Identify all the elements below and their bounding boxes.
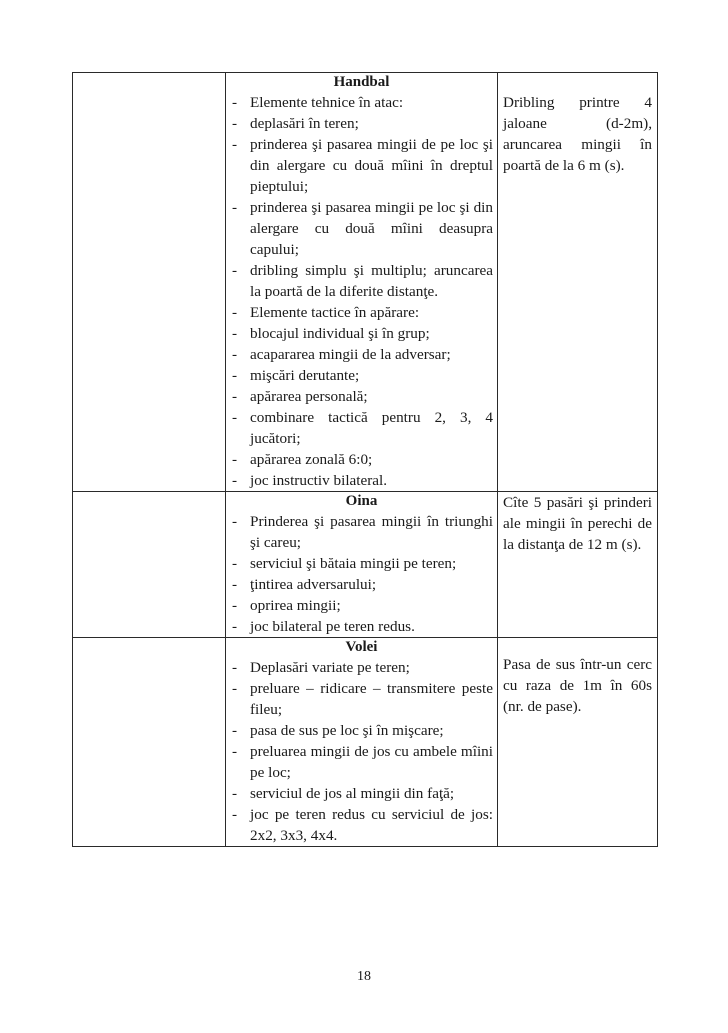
list-item: - joc bilateral pe teren redus. <box>232 616 493 637</box>
item-list <box>226 657 497 846</box>
list-item: - Elemente tactice în apărare: <box>232 302 493 323</box>
left-empty-cell <box>73 492 226 638</box>
evaluation-text: Pasa de sus într-un cerc cu raza de 1m în 60s (nr. de pase). <box>503 656 652 715</box>
section-title: Oina <box>345 493 378 509</box>
list-item: - Elemente tehnice în atac: <box>232 92 493 113</box>
curriculum-table <box>72 72 658 847</box>
list-item: - acapararea mingii de la adversar; <box>232 344 493 365</box>
list-item: - mişcări derutante; <box>232 365 493 386</box>
list-item: - dribling simplu şi multiplu; aruncarea la poartă de la diferite distanţe. <box>232 260 493 302</box>
content-cell <box>226 638 498 847</box>
list-item: - combinare tactică pentru 2, 3, 4 jucători; <box>232 407 493 449</box>
list-item: - preluare – ridicare – transmitere peste fileu; <box>232 678 493 720</box>
list-item: - prinderea şi pasarea mingii de pe loc şi din alergare cu două mîini în dreptul pieptului; <box>232 134 493 197</box>
content-cell <box>226 492 498 638</box>
list-item: - oprirea mingii; <box>232 595 493 616</box>
list-item: - ţintirea adversarului; <box>232 574 493 595</box>
content-cell <box>226 73 498 492</box>
item-list <box>226 92 497 491</box>
list-item: - prinderea şi pasarea mingii pe loc şi din alergare cu două mîini deasupra capului; <box>232 197 493 260</box>
section-title: Handbal <box>333 74 390 90</box>
section-row-oina <box>73 492 658 638</box>
list-item: - pasa de sus pe loc şi în mişcare; <box>232 720 493 741</box>
left-empty-cell <box>73 638 226 847</box>
list-item: - serviciul de jos al mingii din faţă; <box>232 783 493 804</box>
section-title: Volei <box>345 639 378 655</box>
list-item: - joc pe teren redus cu serviciul de jos: 2x2, 3x3, 4x4. <box>232 804 493 846</box>
item-list <box>226 511 497 637</box>
evaluation-cell <box>498 638 658 847</box>
section-row-volei <box>73 638 658 847</box>
section-row-handbal <box>73 73 658 492</box>
list-item: - serviciul şi bătaia mingii pe teren; <box>232 553 493 574</box>
left-empty-cell <box>73 73 226 492</box>
list-item: - Prinderea şi pasarea mingii în triunghi şi careu; <box>232 511 493 553</box>
list-item: - blocajul individual şi în grup; <box>232 323 493 344</box>
evaluation-cell <box>498 73 658 492</box>
list-item: - deplasări în teren; <box>232 113 493 134</box>
list-item: - apărarea personală; <box>232 386 493 407</box>
evaluation-text: Cîte 5 pasări şi prinderi ale mingii în perechi de la distanţa de 12 m (s). <box>503 494 652 553</box>
list-item: - preluarea mingii de jos cu ambele mîini pe loc; <box>232 741 493 783</box>
page-number: 18 <box>357 969 371 984</box>
evaluation-text: Dribling printre 4 jaloane (d-2m), aruncarea mingii în poartă de la 6 m (s). <box>503 94 652 174</box>
list-item: - joc instructiv bilateral. <box>232 470 493 491</box>
evaluation-cell <box>498 492 658 638</box>
list-item: - Deplasări variate pe teren; <box>232 657 493 678</box>
list-item: - apărarea zonală 6:0; <box>232 449 493 470</box>
